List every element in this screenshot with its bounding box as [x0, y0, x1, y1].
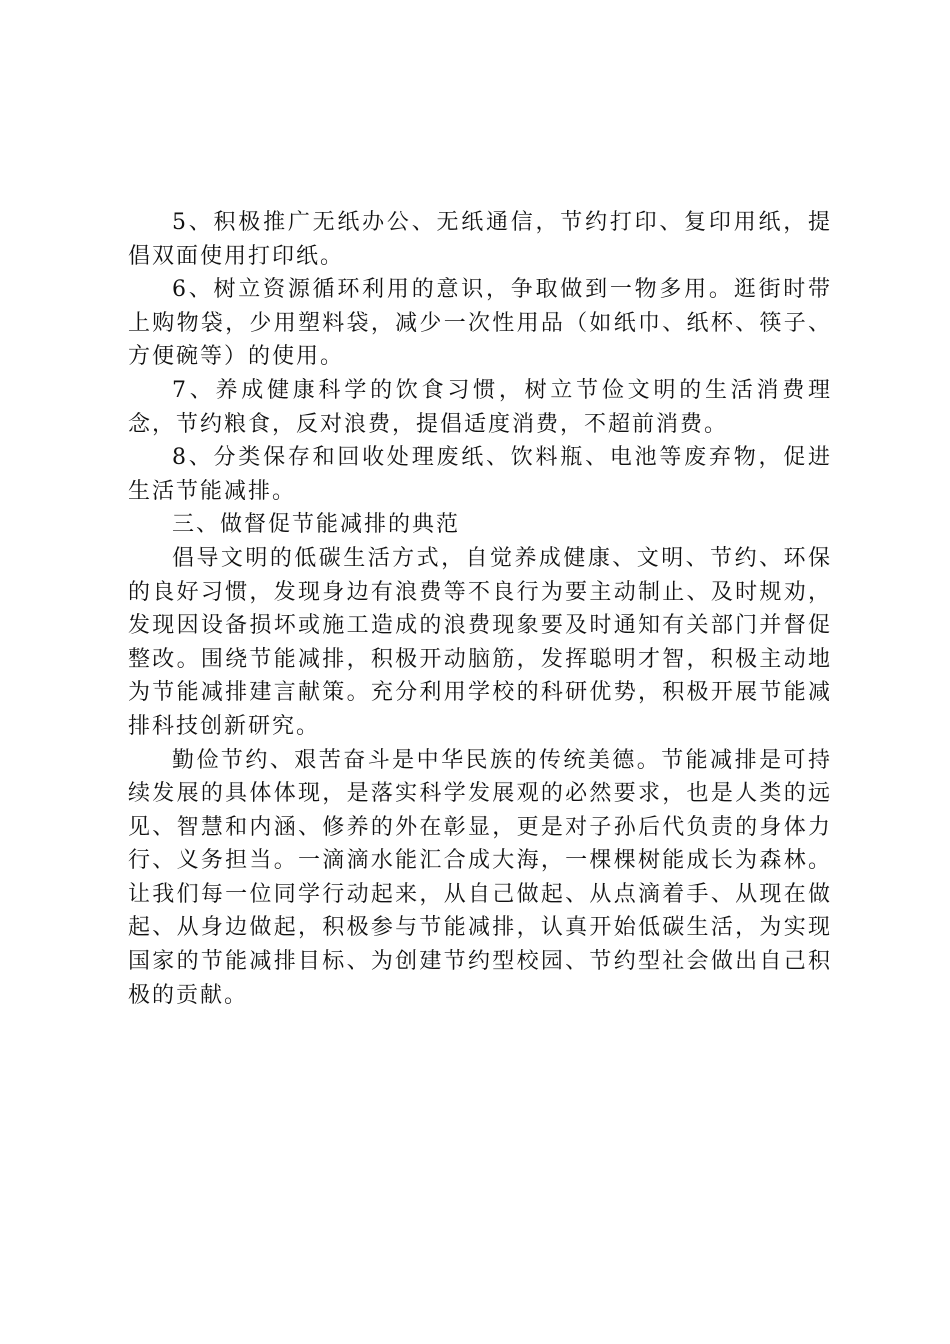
paragraph-advocacy: 倡导文明的低碳生活方式，自觉养成健康、文明、节约、环保的良好习惯，发现身边有浪费等不良行为要主动制止、及时规劝，发现因设备损坏或施工造成的浪费现象要及时通知有关部门并督促整改。围绕节能减排，积极开动脑筋，发挥聪明才智，积极主动地为节能减排建言献策。充分利用学校的科研优势，积极开展节能减排科技创新研究。	[128, 545, 832, 739]
paragraph-item-5: 5、积极推广无纸办公、无纸通信，节约打印、复印用纸，提倡双面使用打印纸。	[128, 210, 832, 269]
paragraph-item-7: 7、养成健康科学的饮食习惯，树立节俭文明的生活消费理念，节约粮食，反对浪费，提倡适度消费，不超前消费。	[128, 377, 832, 437]
paragraph-item-6: 6、树立资源循环利用的意识，争取做到一物多用。逛街时带上购物袋，少用塑料袋，减少一次性用品（如纸巾、纸杯、筷子、方便碗等）的使用。	[128, 277, 832, 370]
paragraph-item-8: 8、分类保存和回收处理废纸、饮料瓶、电池等废弃物，促进生活节能减排。	[128, 445, 832, 504]
section-heading: 三、做督促节能减排的典范	[172, 512, 461, 538]
paragraph-conclusion: 勤俭节约、艰苦奋斗是中华民族的传统美德。节能减排是可持续发展的具体体现，是落实科学发展观的必然要求，也是人类的远见、智慧和内涵、修养的外在彰显，更是对子孙后代负责的身体力行、义务担当。一滴滴水能汇合成大海，一棵棵树能成长为森林。让我们每一位同学行动起来，从自己做起、从点滴着手、从现在做起、从身边做起，积极参与节能减排，认真开始低碳生活，为实现国家的节能减排目标、为创建节约型校园、节约型社会做出自己积极的贡献。	[128, 747, 832, 1008]
document-body	[128, 206, 832, 1012]
